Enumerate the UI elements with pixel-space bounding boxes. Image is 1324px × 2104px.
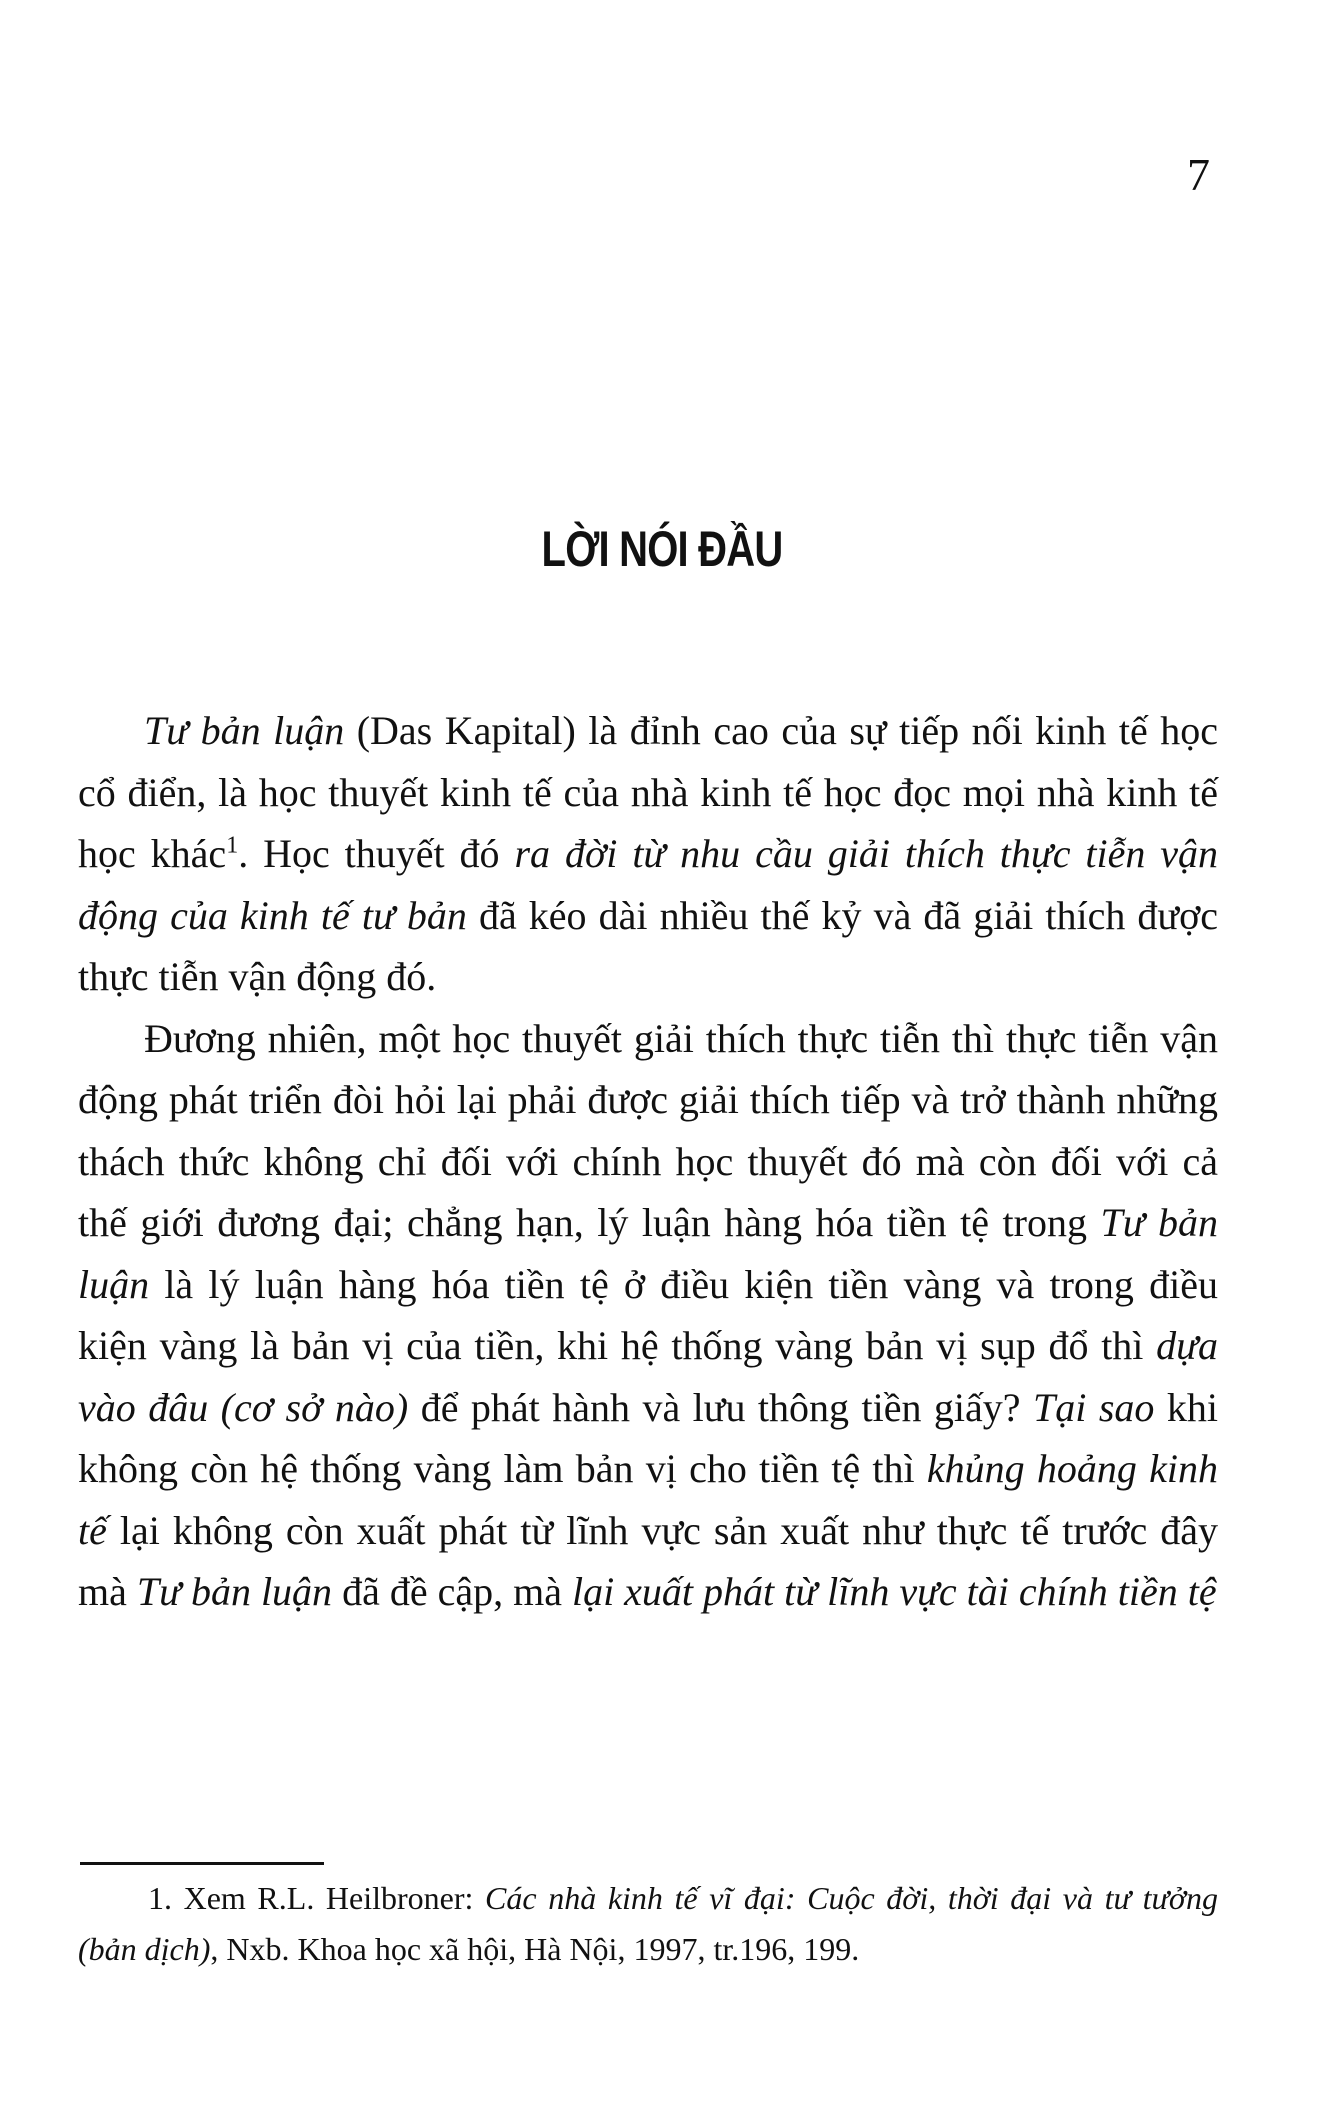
text-run: đã kéo dài nhiều thế kỷ và đã giải thích được thực tiễn vận động đó. — [78, 892, 1218, 999]
italic-text: khủng hoảng kinh tế — [78, 1446, 1218, 1553]
text-run: 1. Xem R.L. Heilbroner: — [148, 1880, 486, 1916]
text-run: đã đề cập, mà — [332, 1569, 572, 1614]
paragraph-1 — [78, 700, 1218, 1008]
italic-text: ra đời từ nhu cầu giải thích thực tiễn vận động của kinh tế tư bản — [78, 831, 1219, 938]
italic-text: Tư bản luận — [144, 708, 345, 753]
italic-text: Tại sao — [1033, 1384, 1155, 1430]
footnote-reference: 1 — [226, 832, 239, 859]
page-number: 7 — [1187, 149, 1210, 200]
footnote-divider — [80, 1862, 324, 1865]
italic-text: lại xuất phát từ lĩnh vực tài chính tiền tệ — [571, 1569, 1217, 1614]
text-run: là lý luận hàng hóa tiền tệ ở điều kiện tiền vàng và trong điều kiện vàng là bản vị của tiền, khi hệ thống vàng bản vị sụp đổ thì — [78, 1261, 1218, 1368]
text-run: . Học thuyết đó — [238, 831, 515, 876]
italic-text: Các nhà kinh tế vĩ đại: Cuộc đời, thời đại và tư tưởng (bản dịch) — [78, 1880, 1219, 1967]
footnote-text — [78, 1873, 1218, 1975]
body-text — [78, 700, 1218, 1623]
text-run: để phát hành và lưu thông tiền giấy? — [408, 1384, 1034, 1430]
text-run: , Nxb. Khoa học xã hội, Hà Nội, 1997, tr.196, 199. — [210, 1931, 860, 1967]
text-run: Đương nhiên, một học thuyết giải thích thực tiễn thì thực tiễn vận động phát triển đòi hỏi lại phải được giải thích tiếp và trở thành những thách thức không chỉ đối với chính học thuyết đó mà còn đối với cả thế giới đương đại; chẳng hạn, lý luận hàng hóa tiền tệ trong — [78, 1015, 1218, 1245]
text-run: lại không còn xuất phát từ lĩnh vực sản xuất như thực tế trước đây mà — [78, 1507, 1218, 1614]
italic-text: Tư bản luận — [136, 1569, 333, 1614]
chapter-title: LỜI NÓI ĐẦU — [541, 521, 783, 577]
text-run: (Das Kapital) là đỉnh cao của sự tiếp nối kinh tế học cổ điển, là học thuyết kinh tế của nhà kinh tế học đọc mọi nhà kinh tế học khác — [78, 708, 1218, 876]
paragraph-2 — [78, 1008, 1218, 1623]
footnote — [78, 1873, 1218, 1975]
italic-text: dựa vào đâu (cơ sở nào) — [78, 1323, 1218, 1430]
italic-text: Tư bản luận — [78, 1200, 1219, 1307]
text-run: khi không còn hệ thống vàng làm bản vị cho tiền tệ thì — [78, 1384, 1218, 1491]
